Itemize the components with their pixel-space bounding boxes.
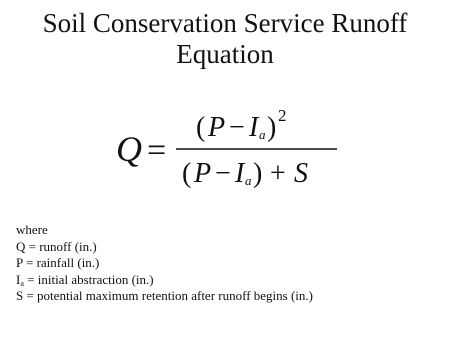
title-line-2: Equation	[176, 39, 274, 69]
definition-s: S = potential maximum retention after runoff begins (in.)	[16, 288, 313, 303]
definition-ia-text: = initial abstraction (in.)	[23, 271, 154, 287]
denominator-close-paren: )	[253, 158, 263, 189]
definition-ia-subscript: a	[20, 278, 24, 288]
equation-lhs-q: Q	[116, 129, 142, 169]
numerator-exponent: 2	[278, 106, 287, 125]
denominator-i-subscript: a	[245, 173, 252, 188]
definitions-intro: where	[16, 222, 48, 237]
denominator-plus: +	[270, 158, 286, 189]
numerator-close-paren: )	[267, 112, 277, 143]
denominator-minus: −	[215, 158, 231, 189]
title-line-1: Soil Conservation Service Runoff	[42, 8, 408, 38]
definition-q: Q = runoff (in.)	[16, 238, 97, 254]
denominator-p: P	[194, 158, 212, 189]
denominator-s: S	[294, 158, 308, 189]
numerator-i: I	[249, 112, 259, 143]
definition-ia-symbol: I	[16, 271, 21, 287]
definition-p: P = rainfall (in.)	[16, 255, 100, 270]
numerator-minus: −	[229, 112, 245, 143]
runoff-equation	[112, 104, 352, 194]
denominator-i: I	[235, 158, 245, 189]
denominator-open-paren: (	[182, 158, 192, 189]
numerator-p: P	[208, 112, 226, 143]
slide-title	[0, 8, 450, 70]
numerator-open-paren: (	[196, 112, 206, 143]
equation-equals-sign: =	[147, 132, 167, 169]
variable-definitions	[16, 222, 313, 305]
numerator-i-subscript: a	[259, 127, 266, 142]
definition-ia	[16, 272, 313, 289]
